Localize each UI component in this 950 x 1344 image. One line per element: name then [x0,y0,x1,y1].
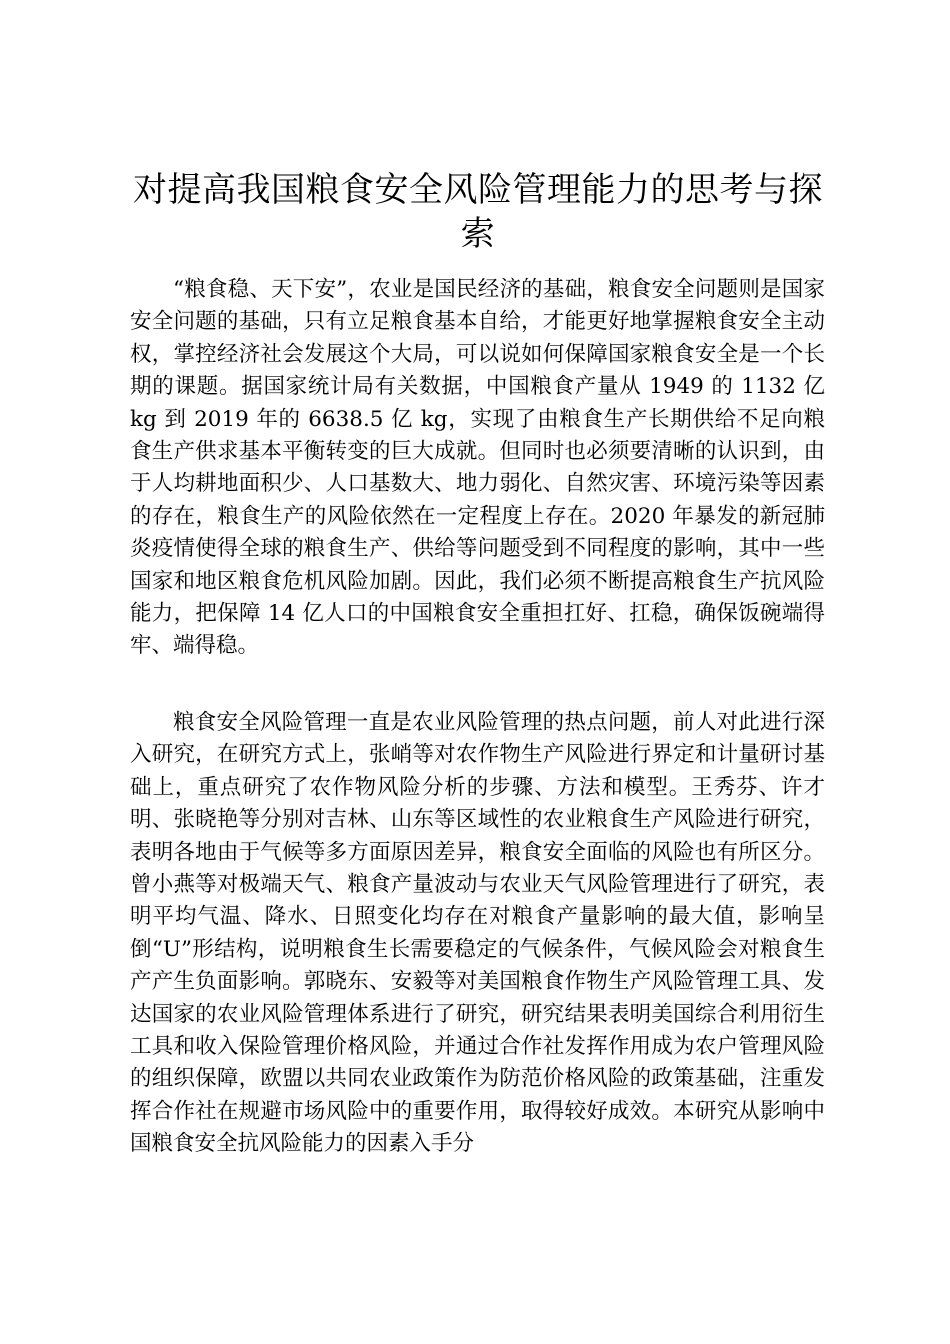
document-title: 对提高我国粮食安全风险管理能力的思考与探索 [133,170,823,254]
body-paragraph: 粮食安全风险管理一直是农业风险管理的热点问题，前人对此进行深入研究，在研究方式上，张峭等对农作物生产风险进行界定和计量研讨基础上，重点研究了农作物风险分析的步骤、方法和模型。王秀芬、许才明、张晓艳等分别对吉林、山东等区域性的农业粮食生产风险进行研究，表明各地由于气候等多方面原因差异，粮食安全面临的风险也有所区分。曾小燕等对极端天气、粮食产量波动与农业天气风险管理进行了研究，表明平均气温、降水、日照变化均存在对粮食产量影响的最大值，影响呈倒“U”形结构，说明粮食生长需要稳定的气候条件，气候风险会对粮食生产产生负面影响。郭晓东、安毅等对美国粮食作物生产风险管理工具、发达国家的农业风险管理体系进行了研究，研究结果表明美国综合利用衍生工具和收入保险管理价格风险，并通过合作社发挥作用成为农户管理风险的组织保障，欧盟以共同农业政策作为防范价格风险的政策基础，注重发挥合作社在规避市场风险中的重要作用，取得较好成效。本研究从影响中国粮食安全抗风险能力的因素入手分 [130,710,825,1157]
body-paragraph: “粮食稳、天下安”，农业是国民经济的基础，粮食安全问题则是国家安全问题的基础，只有立足粮食基本自给，才能更好地掌握粮食安全主动权，掌控经济社会发展这个大局，可以说如何保障国家粮食安全是一个长期的课题。据国家统计局有关数据，中国粮食产量从 1949 的 1132 亿 kg 到 2019 年的 6638.5 亿 kg，实现了由粮食生产长期供给不足向粮食生产供求基本平衡转变的巨大成就。但同时也必须要清晰的认识到，由于人均耕地面积少、人口基数大、地力弱化、自然灾害、环境污染等因素的存在，粮食生产的风险依然在一定程度上存在。2020 年暴发的新冠肺炎疫情使得全球的粮食生产、供给等问题受到不同程度的影响，其中一些国家和地区粮食危机风险加剧。因此，我们必须不断提高粮食生产抗风险能力，把保障 14 亿人口的中国粮食安全重担扛好、扛稳，确保饭碗端得牢、端得稳。 [130,277,825,659]
